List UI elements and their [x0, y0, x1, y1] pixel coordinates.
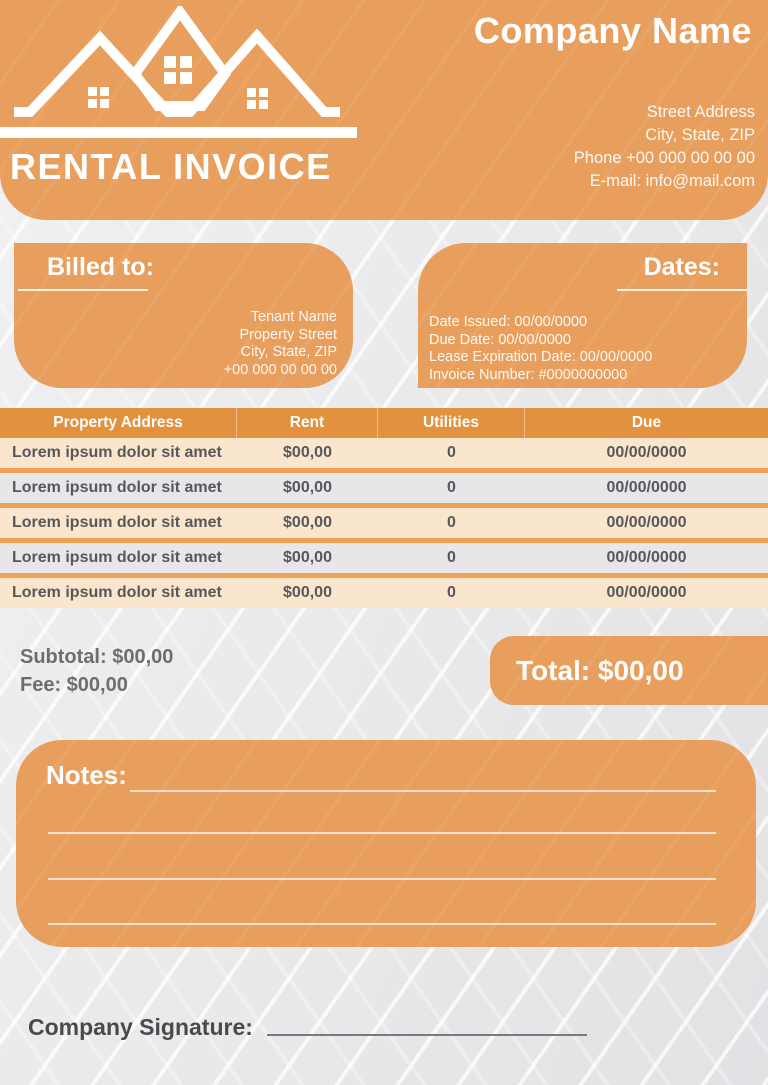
column-header-utilities: Utilities — [378, 408, 525, 438]
dates-underline — [617, 289, 747, 291]
houses-logo-icon — [0, 6, 360, 146]
billed-to-label: Billed to: — [47, 253, 154, 281]
fee-text: Fee: $00,00 — [20, 674, 128, 696]
notes-write-line — [130, 790, 716, 792]
cell-utilities: 0 — [447, 549, 456, 566]
company-address-line: City, State, ZIP — [645, 126, 755, 144]
column-header-property-address: Property Address — [0, 408, 237, 438]
tenant-phone: +00 000 00 00 00 — [223, 361, 337, 378]
cell-utilities: 0 — [447, 514, 456, 531]
dates-label: Dates: — [643, 253, 720, 281]
total-badge — [490, 636, 768, 705]
table-row — [0, 438, 768, 468]
dates-details — [429, 314, 652, 384]
notes-card — [16, 740, 756, 947]
cell-rent: $00,00 — [283, 514, 332, 531]
table-row — [0, 473, 768, 503]
cell-due: 00/00/0000 — [606, 549, 687, 566]
tenant-street: Property Street — [239, 326, 337, 343]
company-address-line: Street Address — [646, 103, 755, 121]
cell-property-address: Lorem ipsum dolor sit amet — [12, 444, 222, 461]
cell-property-address: Lorem ipsum dolor sit amet — [12, 514, 222, 531]
company-name: Company Name — [473, 10, 752, 51]
signature-label: Company Signature: — [28, 1014, 253, 1040]
signature-write-line — [267, 1034, 587, 1036]
table-row — [0, 508, 768, 538]
column-header-rent: Rent — [237, 408, 378, 438]
invoice-header — [0, 0, 768, 220]
table-row — [0, 578, 768, 608]
billed-to-underline — [18, 289, 148, 291]
signature-section — [28, 1014, 587, 1041]
company-address-line: E-mail: info@mail.com — [589, 172, 755, 190]
cell-utilities: 0 — [447, 584, 456, 601]
company-address — [574, 101, 755, 193]
cell-due: 00/00/0000 — [606, 444, 687, 461]
cell-property-address: Lorem ipsum dolor sit amet — [12, 549, 222, 566]
cell-due: 00/00/0000 — [606, 514, 687, 531]
cell-rent: $00,00 — [283, 584, 332, 601]
brand-title: RENTAL INVOICE — [10, 146, 332, 187]
lease-expiration-date: Lease Expiration Date: 00/00/0000 — [429, 349, 653, 365]
cell-due: 00/00/0000 — [606, 584, 687, 601]
notes-write-line — [48, 832, 716, 834]
invoice-number: Invoice Number: #0000000000 — [429, 366, 628, 383]
charges-table — [0, 408, 768, 608]
column-header-due: Due — [631, 414, 662, 431]
cell-utilities: 0 — [447, 479, 456, 496]
cell-due: 00/00/0000 — [606, 479, 687, 496]
cell-rent: $00,00 — [283, 444, 332, 461]
notes-label: Notes: — [46, 760, 127, 790]
due-date: Due Date: 00/00/0000 — [429, 331, 571, 348]
tenant-name: Tenant Name — [250, 309, 337, 325]
date-issued: Date Issued: 00/00/0000 — [429, 314, 588, 330]
cell-property-address: Lorem ipsum dolor sit amet — [12, 479, 222, 496]
cell-property-address: Lorem ipsum dolor sit amet — [12, 584, 222, 601]
table-header-row — [0, 408, 768, 438]
total-text: Total: $00,00 — [516, 654, 684, 686]
company-address-line: Phone +00 000 00 00 00 — [573, 149, 755, 167]
table-row — [0, 543, 768, 573]
billed-to-card — [14, 243, 353, 388]
cell-rent: $00,00 — [283, 549, 332, 566]
subtotal-text: Subtotal: $00,00 — [20, 646, 174, 668]
tenant-city: City, State, ZIP — [240, 344, 337, 360]
notes-write-line — [48, 878, 716, 880]
cell-utilities: 0 — [447, 444, 456, 461]
dates-card — [418, 243, 747, 388]
notes-write-line — [48, 923, 716, 925]
billed-to-details — [224, 309, 337, 379]
cell-rent: $00,00 — [283, 479, 332, 496]
